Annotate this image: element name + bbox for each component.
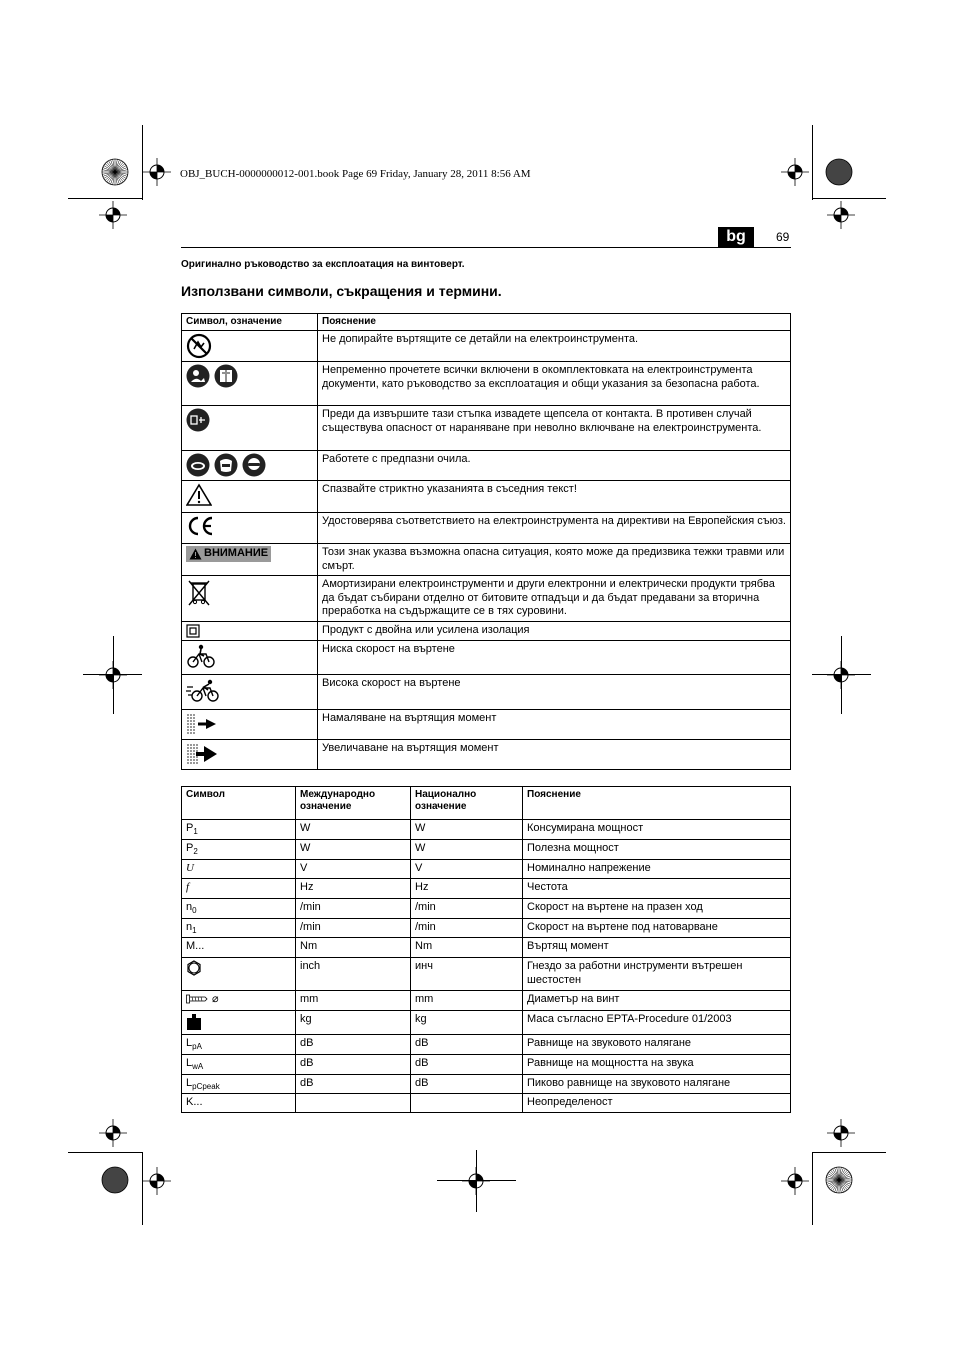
symbols-row — [182, 544, 791, 576]
unplug-icon — [186, 408, 210, 432]
unit-symbol: P — [186, 822, 194, 834]
national-unit-cell: W — [411, 840, 523, 860]
symbols-row — [182, 451, 791, 481]
symbol-icons — [186, 712, 313, 736]
unit-symbol: L — [186, 1037, 193, 1049]
units-row — [182, 958, 791, 991]
symbol-icons — [186, 515, 313, 537]
registration-crosshair — [827, 201, 855, 234]
national-unit-cell: Hz — [411, 879, 523, 899]
explanation-cell: Удостоверява съответствието на електроинструмента на директиви на Европейския съюз. — [318, 513, 791, 544]
international-unit-cell: W — [296, 840, 411, 860]
unit-symbol-cell — [182, 899, 296, 919]
subtitle: Оригинално ръководство за експлоатация на винтоверт. — [181, 259, 465, 270]
unit-explanation-cell: Равнище на звуковото налягане — [523, 1035, 791, 1055]
explanation-cell: Работете с предпазни очила. — [318, 451, 791, 481]
unit-symbol-cell — [182, 991, 296, 1011]
units-row — [182, 938, 791, 958]
international-unit-cell — [296, 1094, 411, 1113]
explanation-cell: Спазвайте стриктно указанията в съседния текст! — [318, 481, 791, 513]
unit-explanation-cell: Равнище на мощността на звука — [523, 1055, 791, 1075]
unit-symbol-cell — [182, 820, 296, 840]
national-unit-cell: W — [411, 820, 523, 840]
crop-line — [68, 198, 142, 199]
torque-increase-icon — [186, 742, 218, 766]
unit-symbol-cell — [182, 840, 296, 860]
unit-symbol: K... — [186, 1096, 203, 1108]
crop-line — [841, 636, 842, 714]
unit-symbol: M... — [186, 940, 205, 952]
national-unit-cell: Nm — [411, 938, 523, 958]
symbol-icons — [186, 677, 313, 703]
symbol-icons — [186, 408, 313, 432]
unit-symbol-subscript: 0 — [192, 906, 197, 916]
explanation-cell: Преди да извършите тази стъпка извадете щепсела от контакта. В противен случай съществува опасност от нараняване при неволно включване на електроинструмента. — [318, 406, 791, 451]
symbols-row — [182, 481, 791, 513]
symbol-icons — [186, 643, 313, 669]
crop-line — [476, 1150, 477, 1212]
units-row — [182, 840, 791, 860]
registration-crosshair — [99, 201, 127, 234]
international-unit-cell: /min — [296, 899, 411, 919]
slow-bicycle-icon — [186, 643, 216, 669]
unit-symbol-cell — [182, 1011, 296, 1035]
symbol-icons — [186, 578, 313, 606]
registration-crosshair — [827, 1119, 855, 1152]
crop-line — [142, 1152, 143, 1225]
explanation-cell: Ниска скорост на въртене — [318, 640, 791, 674]
registration-disc — [101, 158, 129, 191]
symbols-row — [182, 621, 791, 640]
face-shield-icon — [214, 453, 238, 477]
unit-explanation-cell: Честота — [523, 879, 791, 899]
national-unit-cell: dB — [411, 1075, 523, 1094]
unit-explanation-cell: Консумирана мощност — [523, 820, 791, 840]
units-header-symbol: Символ — [182, 787, 296, 820]
national-unit-cell: kg — [411, 1011, 523, 1035]
units-row — [182, 1011, 791, 1035]
explanation-cell: Амортизирани електроинструменти и други електронни и електрически продукти трябва да бъдат събирани отделно от битовите отпадъци и да бъдат предавани за вторична преработка на съдържащите се в тях суровини. — [318, 576, 791, 622]
unit-symbol-cell — [182, 1035, 296, 1055]
units-row — [182, 1094, 791, 1113]
symbol-icons — [186, 742, 313, 766]
crop-line — [113, 636, 114, 714]
warning-label-text: ВНИМАНИЕ — [204, 547, 269, 559]
warning-triangle-icon — [186, 483, 212, 507]
unit-symbol-subscript: 1 — [192, 926, 197, 936]
symbol-cell — [182, 640, 318, 674]
national-unit-cell: mm — [411, 991, 523, 1011]
international-unit-cell: dB — [296, 1035, 411, 1055]
unit-symbol-cell — [182, 860, 296, 879]
international-unit-cell: Nm — [296, 938, 411, 958]
language-badge: bg — [718, 227, 754, 247]
unit-symbol: f — [186, 881, 190, 893]
header-rule — [181, 247, 791, 248]
unit-symbol: n — [186, 901, 193, 913]
crop-line — [812, 198, 886, 199]
unit-symbol: U — [186, 862, 194, 874]
units-row — [182, 991, 791, 1011]
crop-line — [812, 1152, 886, 1153]
symbol-icons — [186, 624, 313, 638]
crop-line — [142, 125, 143, 200]
no-touch-icon — [186, 333, 212, 359]
registration-crosshair — [143, 1167, 171, 1200]
national-unit-cell: инч — [411, 958, 523, 991]
goggles-icon — [186, 453, 210, 477]
explanation-cell: Намаляване на въртящия момент — [318, 709, 791, 739]
symbol-icons — [186, 333, 313, 359]
unit-explanation-cell: Неопределеност — [523, 1094, 791, 1113]
international-unit-cell: W — [296, 820, 411, 840]
international-unit-cell: /min — [296, 919, 411, 938]
torque-decrease-icon — [186, 712, 218, 736]
symbol-cell — [182, 406, 318, 451]
unit-symbol-cell — [182, 1075, 296, 1094]
unit-explanation-cell: Гнездо за работни инструменти вътрешен шестостен — [523, 958, 791, 991]
registration-disc — [825, 158, 853, 191]
symbol-cell — [182, 576, 318, 622]
symbol-icons — [186, 364, 313, 388]
symbol-cell — [182, 621, 318, 640]
symbol-cell — [182, 544, 318, 576]
registration-crosshair — [781, 158, 809, 191]
symbols-row — [182, 362, 791, 406]
unit-symbol-cell — [182, 1094, 296, 1113]
unit-symbol-cell — [182, 958, 296, 991]
national-unit-cell: /min — [411, 919, 523, 938]
symbol-icons — [186, 453, 313, 477]
symbol-cell — [182, 362, 318, 406]
symbol-cell — [182, 481, 318, 513]
unit-symbol-subscript: pCpeak — [192, 1082, 220, 1092]
explanation-cell: Увеличаване на въртящия момент — [318, 739, 791, 769]
international-unit-cell: dB — [296, 1075, 411, 1094]
unit-symbol-subscript: 1 — [193, 827, 198, 837]
unit-symbol-subscript: 2 — [193, 847, 198, 857]
crossed-bin-icon — [186, 578, 212, 606]
unit-symbol-cell — [182, 879, 296, 899]
symbol-cell — [182, 451, 318, 481]
international-unit-cell: dB — [296, 1055, 411, 1075]
symbols-row — [182, 513, 791, 544]
units-table — [181, 786, 791, 1113]
symbol-icons — [186, 483, 313, 507]
crop-line — [68, 1152, 142, 1153]
registration-crosshair — [143, 158, 171, 191]
explanation-cell: Продукт с двойна или усилена изолация — [318, 621, 791, 640]
symbol-cell — [182, 674, 318, 709]
symbols-row — [182, 709, 791, 739]
weight-icon — [186, 1013, 202, 1031]
unit-symbol: n — [186, 921, 193, 933]
unit-symbol: L — [186, 1057, 193, 1069]
national-unit-cell — [411, 1094, 523, 1113]
file-header: OBJ_BUCH-0000000012-001.book Page 69 Friday, January 28, 2011 8:56 AM — [180, 168, 531, 180]
symbols-table — [181, 313, 791, 770]
symbols-row — [182, 674, 791, 709]
international-unit-cell: inch — [296, 958, 411, 991]
symbol-cell — [182, 513, 318, 544]
unit-explanation-cell: Маса съгласно EPTA-Procedure 01/2003 — [523, 1011, 791, 1035]
national-unit-cell: dB — [411, 1055, 523, 1075]
national-unit-cell: /min — [411, 899, 523, 919]
units-row — [182, 919, 791, 938]
page-number: 69 — [776, 230, 790, 244]
unit-explanation-cell: Пиково равнище на звуковото налягане — [523, 1075, 791, 1094]
symbols-row — [182, 406, 791, 451]
explanation-cell: Висока скорост на въртене — [318, 674, 791, 709]
international-unit-cell: Hz — [296, 879, 411, 899]
unit-symbol-cell — [182, 919, 296, 938]
unit-explanation-cell: Диаметър на винт — [523, 991, 791, 1011]
units-row — [182, 1035, 791, 1055]
crop-line — [812, 1152, 813, 1225]
international-unit-cell: V — [296, 860, 411, 879]
symbol-icons — [186, 546, 313, 562]
symbol-cell — [182, 739, 318, 769]
explanation-cell: Не допирайте въртящите се детайли на електроинструмента. — [318, 331, 791, 362]
units-row — [182, 899, 791, 919]
symbols-row — [182, 576, 791, 622]
unit-explanation-cell: Полезна мощност — [523, 840, 791, 860]
symbols-row — [182, 640, 791, 674]
units-header-international: Международно означение — [296, 787, 411, 820]
registration-disc — [101, 1166, 129, 1199]
explanation-cell: Непременно прочетете всички включени в окомплектовката на електроинструмента документи, като ръководство за експлоатация и общи указания за безопасна работа. — [318, 362, 791, 406]
registration-crosshair — [99, 1119, 127, 1152]
screw-icon — [186, 994, 208, 1004]
unit-symbol-subscript: pA — [192, 1042, 202, 1052]
national-unit-cell: V — [411, 860, 523, 879]
symbol-cell — [182, 709, 318, 739]
book-icon — [214, 364, 238, 388]
units-header-explanation: Пояснение — [523, 787, 791, 820]
fast-bicycle-icon — [186, 677, 220, 703]
unit-explanation-cell: Скорост на въртене под натоварване — [523, 919, 791, 938]
section-title: Използвани символи, съкращения и термини. — [181, 283, 502, 299]
registration-disc — [825, 1166, 853, 1199]
symbol-cell — [182, 331, 318, 362]
unit-explanation-cell: Скорост на въртене на празен ход — [523, 899, 791, 919]
symbols-row — [182, 739, 791, 769]
unit-symbol-cell — [182, 1055, 296, 1075]
read-manual-icon — [186, 364, 210, 388]
units-row — [182, 1075, 791, 1094]
double-insulation-icon — [186, 624, 200, 638]
symbols-header-symbol: Символ, означение — [182, 314, 318, 331]
unit-explanation-cell: Въртящ момент — [523, 938, 791, 958]
hex-socket-icon — [186, 960, 202, 976]
unit-symbol-cell — [182, 938, 296, 958]
safety-glasses-icon — [242, 453, 266, 477]
warning-label-icon — [186, 546, 271, 562]
explanation-cell: Този знак указва възможна опасна ситуация, която може да предизвика тежки травми или смърт. — [318, 544, 791, 576]
unit-symbol: L — [186, 1077, 193, 1089]
units-row — [182, 820, 791, 840]
unit-symbol: P — [186, 842, 194, 854]
national-unit-cell: dB — [411, 1035, 523, 1055]
symbols-row — [182, 331, 791, 362]
international-unit-cell: kg — [296, 1011, 411, 1035]
crop-line — [812, 125, 813, 200]
unit-symbol: ⌀ — [212, 993, 219, 1005]
unit-explanation-cell: Номинално напрежение — [523, 860, 791, 879]
ce-mark-icon — [186, 515, 216, 537]
units-row — [182, 1055, 791, 1075]
units-header-national: Национално означение — [411, 787, 523, 820]
international-unit-cell: mm — [296, 991, 411, 1011]
registration-crosshair — [781, 1167, 809, 1200]
symbols-header-explanation: Пояснение — [318, 314, 791, 331]
unit-symbol-subscript: wA — [192, 1062, 204, 1072]
units-row — [182, 860, 791, 879]
units-row — [182, 879, 791, 899]
